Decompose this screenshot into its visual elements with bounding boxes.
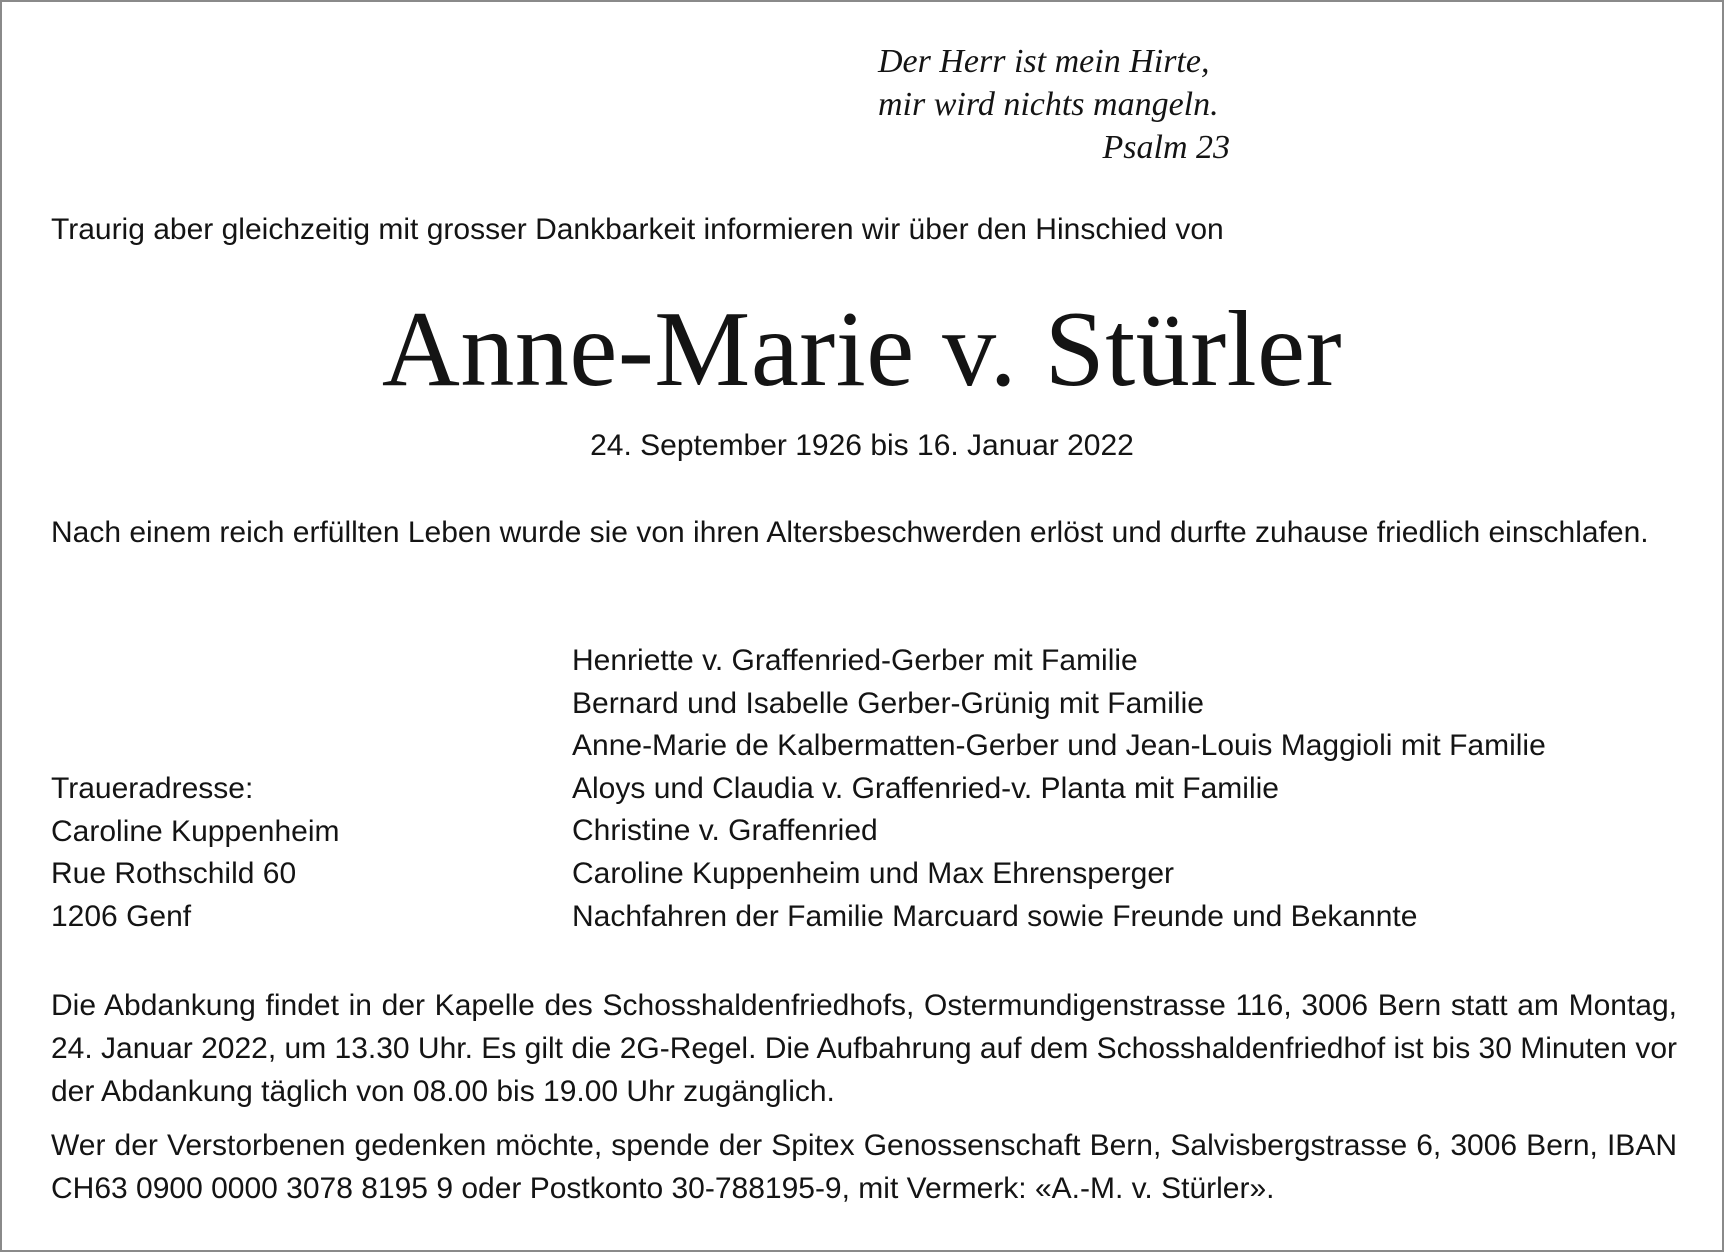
psalm-line-1: Der Herr ist mein Hirte, (878, 43, 1210, 80)
donation-paragraph: Wer der Verstorbenen gedenken möchte, spende der Spitex Genossenschaft Bern, Salvisbergstrasse 6, 3006 Bern, IBAN CH63 0900 0000 3078 8195 9 oder Postkonto 30-788195-9, mit Vermerk: «A.-M. v. Stürler». (51, 1129, 1677, 1205)
relative-entry: Christine v. Graffenried (572, 814, 878, 848)
relative-entry: Bernard und Isabelle Gerber-Grünig mit Familie (572, 686, 1204, 720)
life-paragraph: Nach einem reich erfüllten Leben wurde sie von ihren Altersbeschwerden erlöst und durfte zuhause friedlich einschlafen. (51, 516, 1649, 549)
relative-entry: Anne-Marie de Kalbermatten-Gerber und Jean-Louis Maggioli mit Familie (572, 729, 1546, 763)
address-label: Traueradresse: (51, 772, 254, 805)
intro-text: Traurig aber gleichzeitig mit grosser Dankbarkeit informieren wir über den Hinschied von (51, 213, 1224, 246)
psalm-reference: Psalm 23 (1102, 129, 1230, 166)
ceremony-paragraph: Die Abdankung findet in der Kapelle des Schosshaldenfriedhofs, Ostermundigenstrasse 116, 3006 Bern statt am Montag, 24. Januar 2022, um 13.30 Uhr. Es gilt die 2G-Regel. Die Aufbahrung auf dem Schosshaldenfriedhof ist bis 30 Minuten vor der Abdankung täglich von 08.00 bis 19.00 Uhr zugänglich. (51, 989, 1677, 1108)
address-city: 1206 Genf (51, 899, 192, 933)
psalm-line-2: mir wird nichts mangeln. (878, 86, 1219, 123)
address-street: Rue Rothschild 60 (51, 857, 297, 891)
relative-entry: Aloys und Claudia v. Graffenried-v. Planta mit Familie (572, 771, 1279, 805)
address-name: Caroline Kuppenheim (51, 814, 340, 848)
psalm-quote (878, 40, 1230, 169)
life-dates: 24. September 1926 bis 16. Januar 2022 (590, 429, 1134, 462)
relative-entry: Henriette v. Graffenried-Gerber mit Familie (572, 644, 1138, 677)
mourning-address (51, 768, 340, 938)
relative-entry: Nachfahren der Familie Marcuard sowie Freunde und Bekannte (572, 899, 1418, 933)
relative-entry: Caroline Kuppenheim und Max Ehrensperger (572, 856, 1175, 890)
relatives-list (572, 640, 1546, 938)
deceased-name: Anne-Marie v. Stürler (381, 290, 1343, 409)
